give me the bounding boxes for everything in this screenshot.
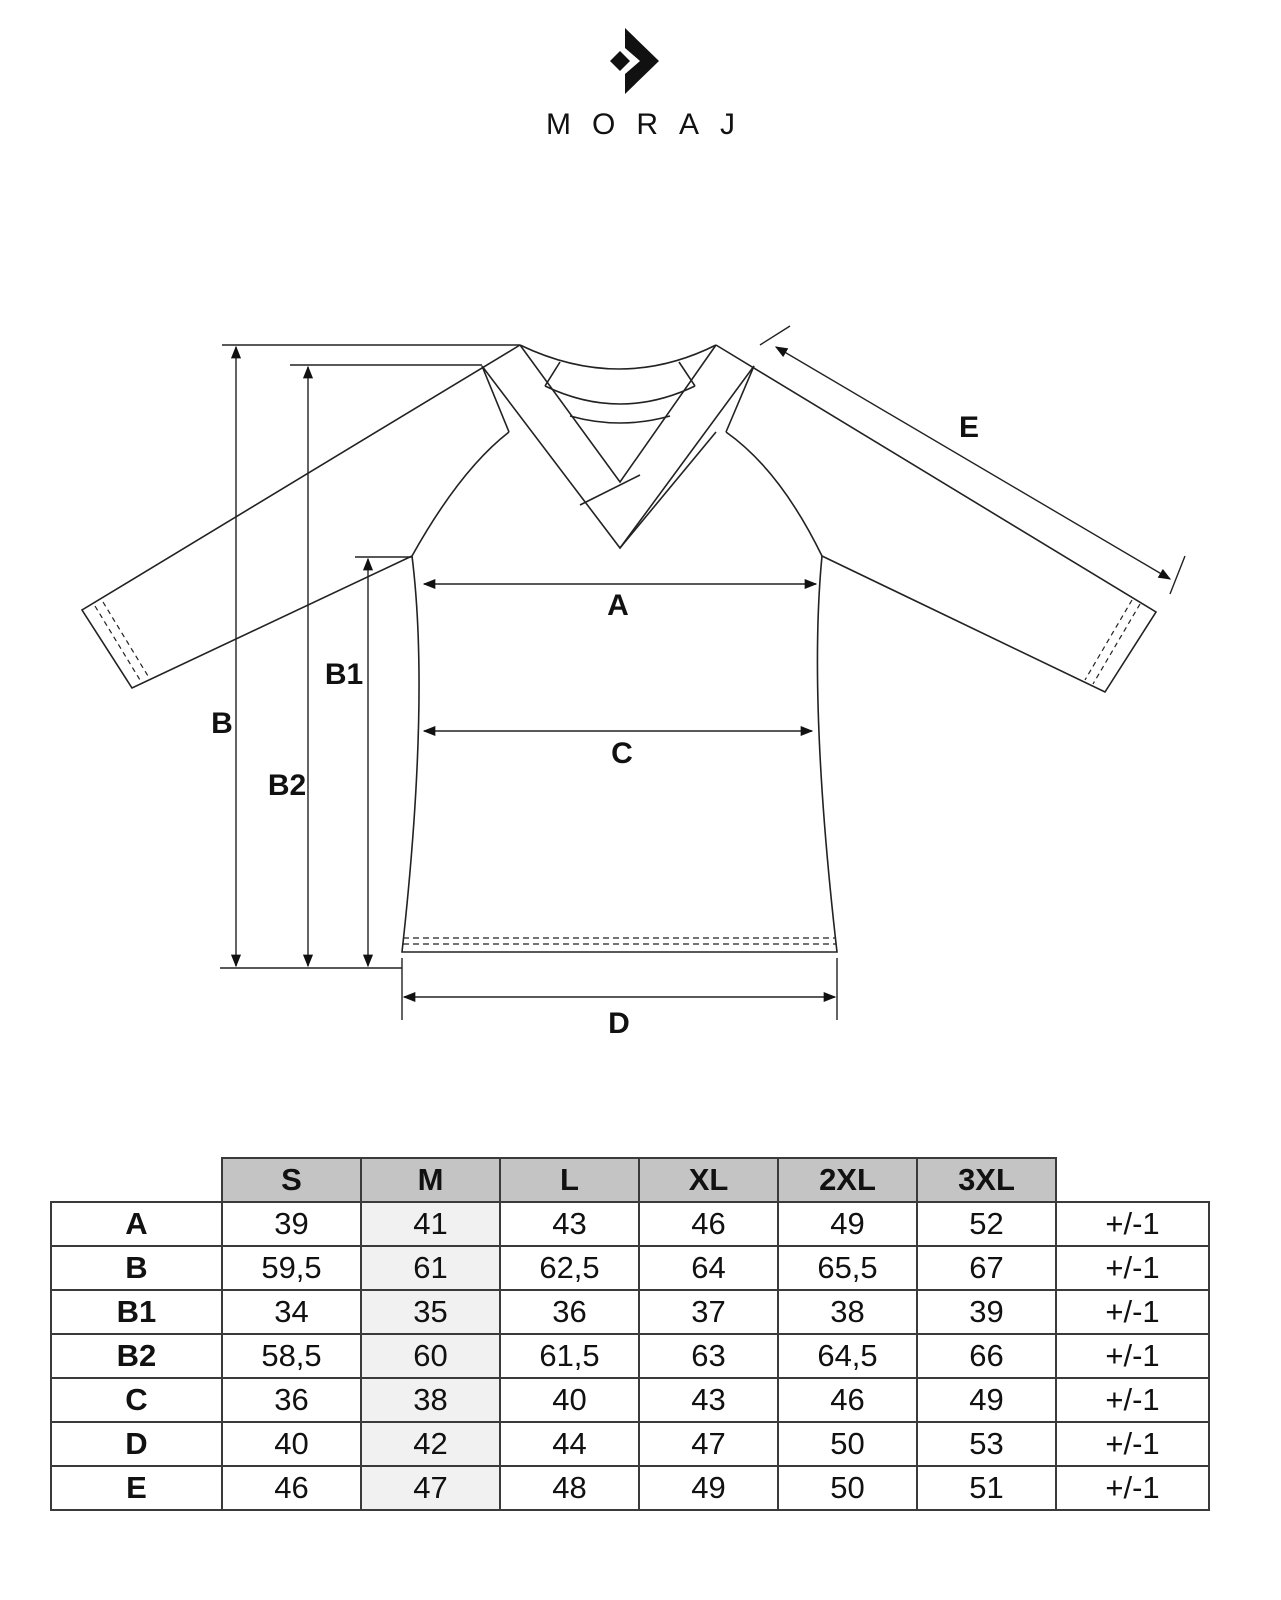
- size-table: [50, 1157, 1210, 1511]
- size-value-cell: 43: [500, 1202, 639, 1246]
- label-C: C: [611, 737, 633, 770]
- size-value-cell: 46: [639, 1202, 778, 1246]
- size-value-cell: 52: [917, 1202, 1056, 1246]
- size-value-cell: 36: [222, 1378, 361, 1422]
- dimension-lines: [220, 326, 1185, 1020]
- tolerance-cell: +/-1: [1056, 1466, 1209, 1510]
- size-value-cell: 49: [639, 1466, 778, 1510]
- table-row: [51, 1422, 1209, 1466]
- size-value-cell: 44: [500, 1422, 639, 1466]
- size-value-cell: 47: [361, 1466, 500, 1510]
- size-value-cell: 66: [917, 1334, 1056, 1378]
- garment-outline: [82, 345, 1156, 952]
- row-label: D: [51, 1422, 222, 1466]
- tolerance-cell: +/-1: [1056, 1334, 1209, 1378]
- table-row: [51, 1378, 1209, 1422]
- table-row: [51, 1290, 1209, 1334]
- row-label: E: [51, 1466, 222, 1510]
- row-label: A: [51, 1202, 222, 1246]
- brand-name: MORAJ: [546, 108, 756, 141]
- size-value-cell: 41: [361, 1202, 500, 1246]
- size-value-cell: 35: [361, 1290, 500, 1334]
- table-row: [51, 1466, 1209, 1510]
- chevron-arrow-logo-icon: [606, 28, 676, 94]
- size-value-cell: 42: [361, 1422, 500, 1466]
- size-header-m: M: [361, 1158, 500, 1202]
- size-value-cell: 38: [361, 1378, 500, 1422]
- brand-logo: [0, 28, 1281, 142]
- size-value-cell: 53: [917, 1422, 1056, 1466]
- row-label: B: [51, 1246, 222, 1290]
- size-value-cell: 47: [639, 1422, 778, 1466]
- tolerance-cell: +/-1: [1056, 1378, 1209, 1422]
- garment-diagram: [0, 300, 1281, 1040]
- size-value-cell: 48: [500, 1466, 639, 1510]
- table-row: [51, 1334, 1209, 1378]
- size-value-cell: 43: [639, 1378, 778, 1422]
- size-value-cell: 62,5: [500, 1246, 639, 1290]
- size-header-xl: XL: [639, 1158, 778, 1202]
- size-value-cell: 36: [500, 1290, 639, 1334]
- size-value-cell: 38: [778, 1290, 917, 1334]
- size-header-row: [51, 1158, 1209, 1202]
- size-value-cell: 46: [778, 1378, 917, 1422]
- size-value-cell: 64,5: [778, 1334, 917, 1378]
- size-value-cell: 49: [778, 1202, 917, 1246]
- size-value-cell: 50: [778, 1422, 917, 1466]
- table-corner: [51, 1158, 222, 1202]
- size-value-cell: 49: [917, 1378, 1056, 1422]
- size-value-cell: 65,5: [778, 1246, 917, 1290]
- tolerance-cell: +/-1: [1056, 1246, 1209, 1290]
- size-value-cell: 61,5: [500, 1334, 639, 1378]
- size-value-cell: 50: [778, 1466, 917, 1510]
- size-value-cell: 58,5: [222, 1334, 361, 1378]
- tolerance-cell: +/-1: [1056, 1202, 1209, 1246]
- size-value-cell: 63: [639, 1334, 778, 1378]
- label-B1: B1: [324, 658, 364, 691]
- size-value-cell: 60: [361, 1334, 500, 1378]
- size-header-l: L: [500, 1158, 639, 1202]
- table-row: [51, 1246, 1209, 1290]
- size-value-cell: 46: [222, 1466, 361, 1510]
- size-header-2xl: 2XL: [778, 1158, 917, 1202]
- size-value-cell: 67: [917, 1246, 1056, 1290]
- table-corner-right: [1056, 1158, 1209, 1202]
- size-value-cell: 51: [917, 1466, 1056, 1510]
- size-value-cell: 39: [917, 1290, 1056, 1334]
- size-value-cell: 34: [222, 1290, 361, 1334]
- row-label: B2: [51, 1334, 222, 1378]
- table-row: [51, 1202, 1209, 1246]
- size-value-cell: 64: [639, 1246, 778, 1290]
- size-value-cell: 59,5: [222, 1246, 361, 1290]
- label-E: E: [958, 411, 980, 444]
- tolerance-cell: +/-1: [1056, 1422, 1209, 1466]
- row-label: B1: [51, 1290, 222, 1334]
- row-label: C: [51, 1378, 222, 1422]
- size-header-3xl: 3XL: [917, 1158, 1056, 1202]
- label-A: A: [607, 589, 629, 622]
- size-value-cell: 40: [222, 1422, 361, 1466]
- size-value-cell: 39: [222, 1202, 361, 1246]
- label-B: B: [211, 707, 233, 740]
- label-D: D: [608, 1007, 630, 1040]
- tolerance-cell: +/-1: [1056, 1290, 1209, 1334]
- size-value-cell: 37: [639, 1290, 778, 1334]
- label-B2: B2: [267, 769, 307, 802]
- size-value-cell: 61: [361, 1246, 500, 1290]
- size-header-s: S: [222, 1158, 361, 1202]
- size-value-cell: 40: [500, 1378, 639, 1422]
